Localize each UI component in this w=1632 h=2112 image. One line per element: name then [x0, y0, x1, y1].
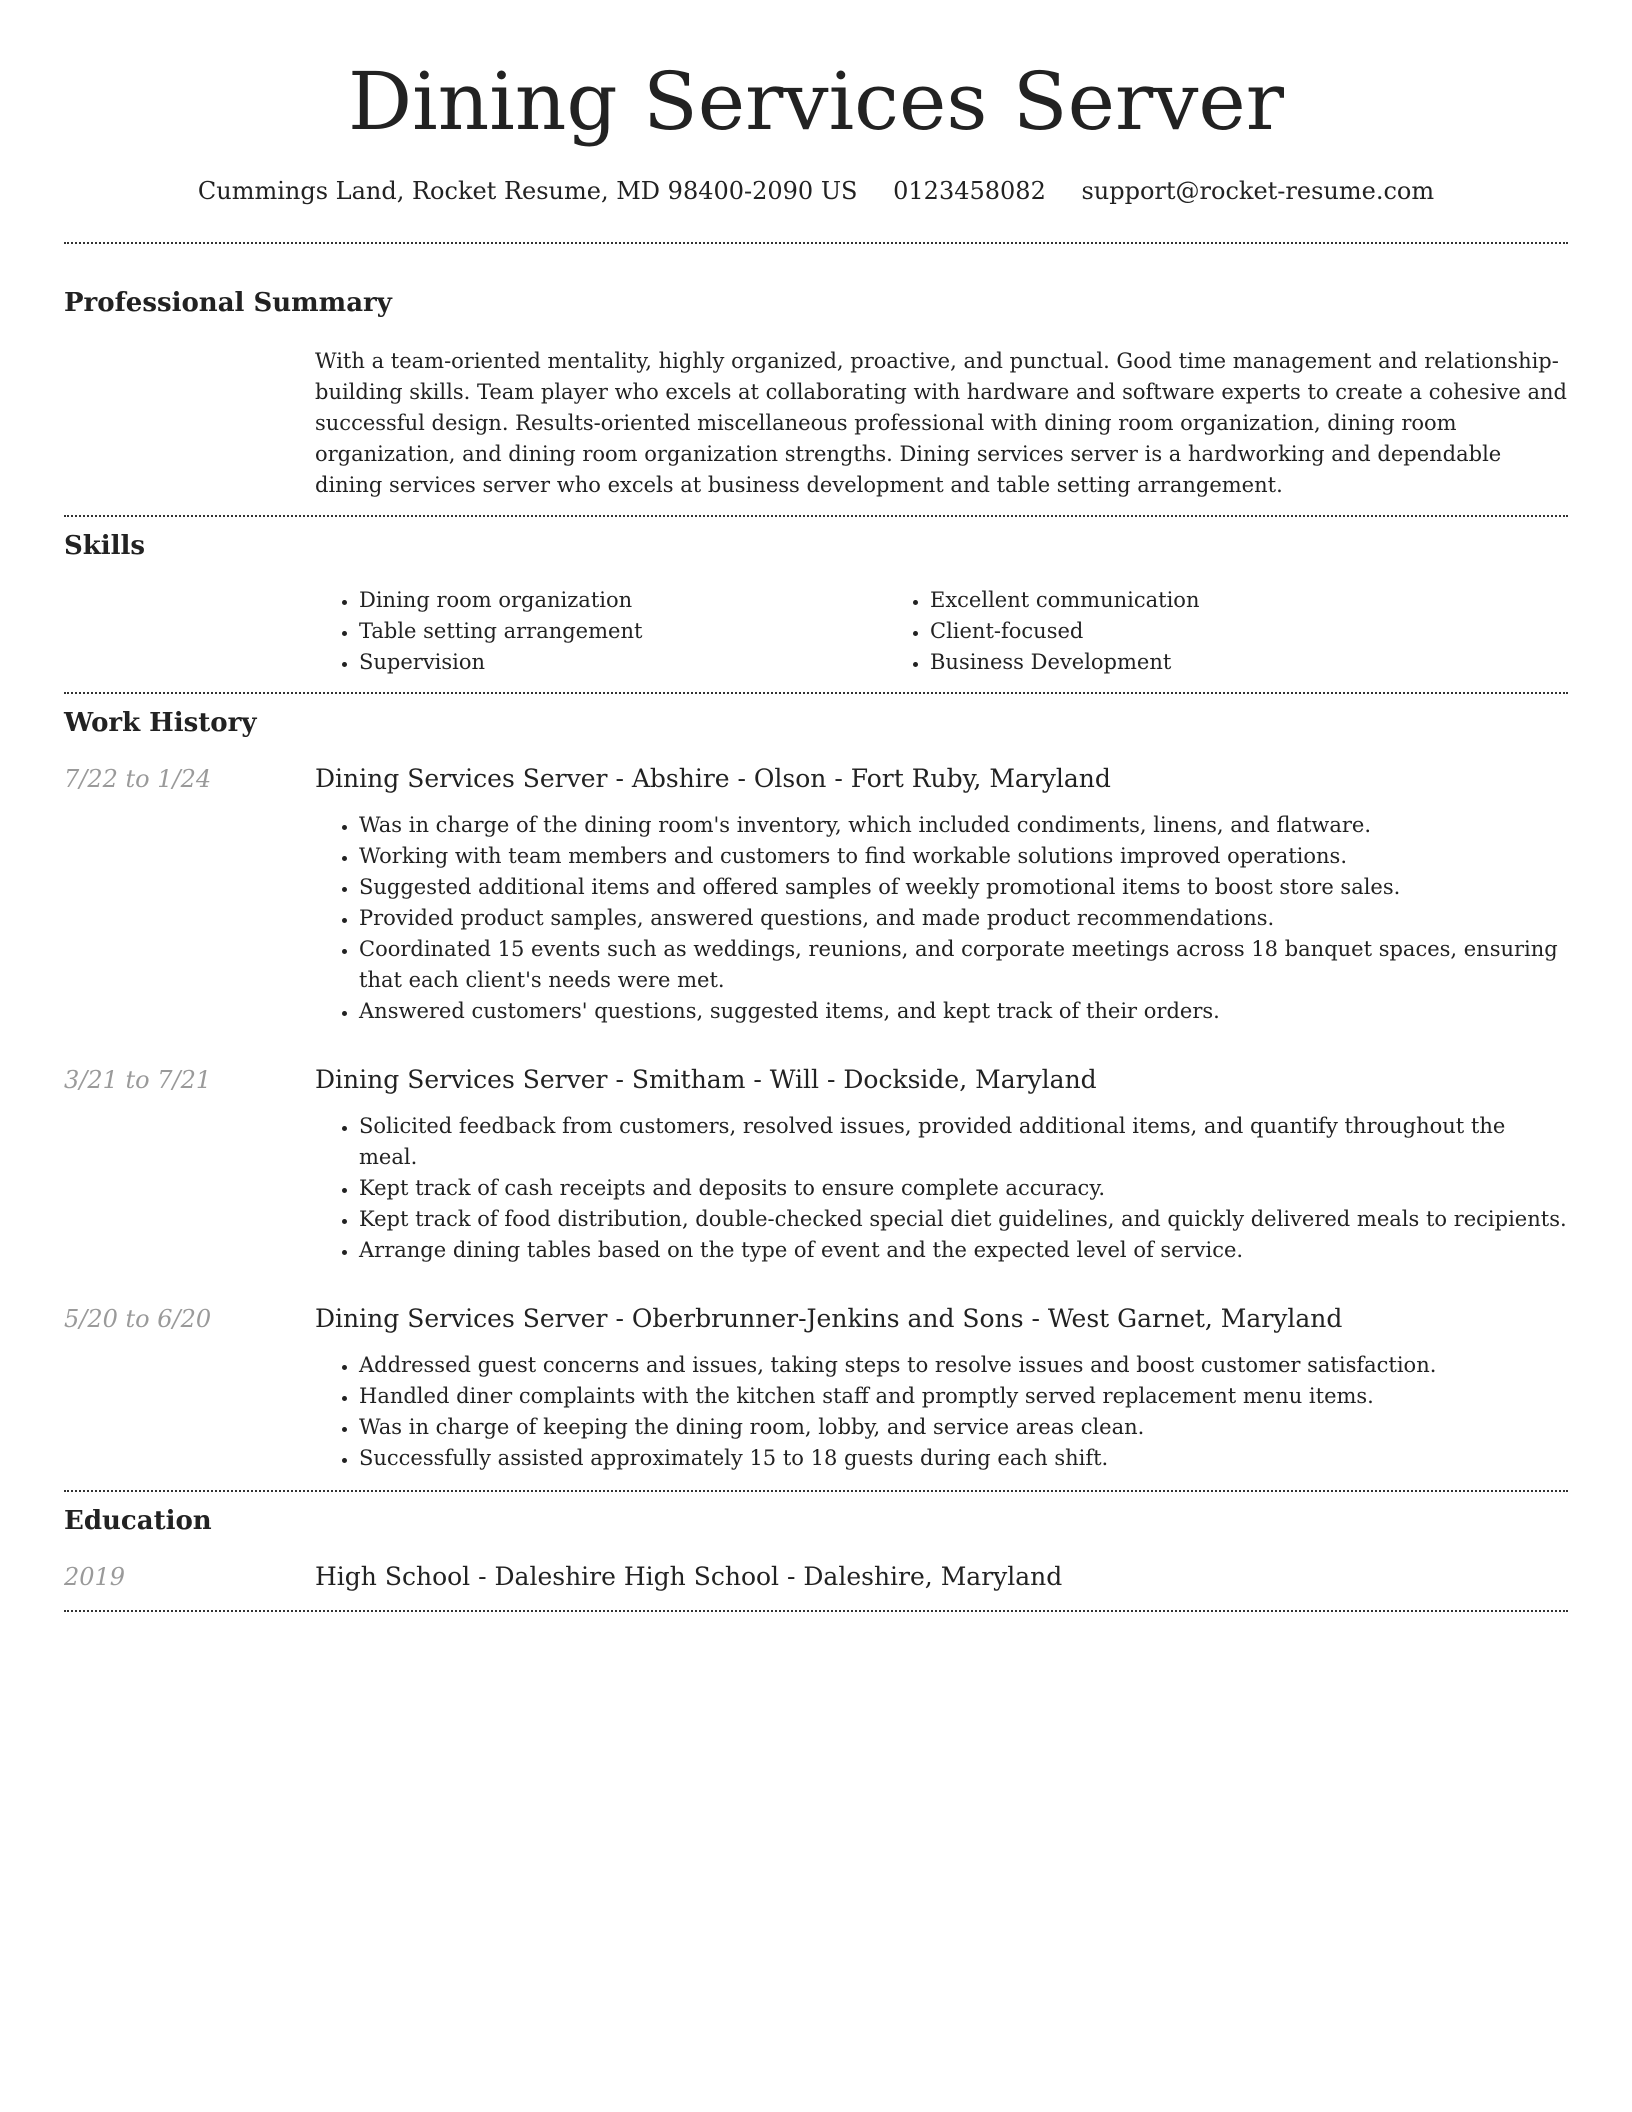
- job-heading: Dining Services Server - Oberbrunner-Jenkins and Sons - West Garnet, Maryland: [315, 1304, 1343, 1333]
- skill-item: • Table setting arrangement: [359, 616, 886, 647]
- duty-item: • Suggested additional items and offered samples of weekly promotional items to boost store sales.: [359, 872, 1568, 903]
- contact-phone: 0123458082: [893, 177, 1046, 205]
- duty-item: • Answered customers' questions, suggested items, and kept track of their orders.: [359, 996, 1568, 1027]
- section-divider: [64, 1610, 1568, 1612]
- contact-email[interactable]: support@rocket-resume.com: [1081, 177, 1435, 205]
- skill-item: • Excellent communication: [930, 585, 1457, 616]
- skill-item: • Client-focused: [930, 616, 1457, 647]
- duty-item: • Was in charge of the dining room's inventory, which included condiments, linens, and flatware.: [359, 810, 1568, 841]
- duty-item: • Arrange dining tables based on the type of event and the expected level of service.: [359, 1235, 1568, 1266]
- job-duties: [315, 810, 1568, 1027]
- duty-item: • Provided product samples, answered questions, and made product recommendations.: [359, 903, 1568, 934]
- duty-item: • Was in charge of keeping the dining room, lobby, and service areas clean.: [359, 1412, 1568, 1443]
- education-entry: [64, 1560, 1568, 1594]
- duty-item: • Handled diner complaints with the kitchen staff and promptly served replacement menu items.: [359, 1381, 1568, 1412]
- contact-address: Cummings Land, Rocket Resume, MD 98400-2090 US: [197, 177, 858, 205]
- skills-column-right: [886, 585, 1457, 678]
- education-date: 2019: [64, 1563, 126, 1591]
- job-body: [315, 762, 1568, 1027]
- section-divider: [64, 692, 1568, 694]
- candidate-name: Dining Services Server: [348, 55, 1284, 148]
- job-heading: Dining Services Server - Abshire - Olson - Fort Ruby, Maryland: [315, 764, 1111, 793]
- job-body: [315, 1302, 1568, 1474]
- job-entry: [64, 762, 1568, 1027]
- work-history-heading: Work History: [64, 708, 257, 738]
- duty-item: • Working with team members and customers to find workable solutions improved operations.: [359, 841, 1568, 872]
- resume-header: [64, 0, 1568, 208]
- job-duties: [315, 1111, 1568, 1266]
- education-heading-line: High School - Daleshire High School - Daleshire, Maryland: [315, 1562, 1063, 1591]
- summary-heading: Professional Summary: [64, 288, 392, 318]
- duty-item: • Kept track of cash receipts and deposits to ensure complete accuracy.: [359, 1173, 1568, 1204]
- job-heading: Dining Services Server - Smitham - Will - Dockside, Maryland: [315, 1065, 1097, 1094]
- job-entry: [64, 1063, 1568, 1266]
- skill-item: • Dining room organization: [359, 585, 886, 616]
- section-divider: [64, 1490, 1568, 1492]
- job-body: [315, 1063, 1568, 1266]
- education-heading: Education: [64, 1506, 212, 1536]
- job-date: 7/22 to 1/24: [64, 765, 212, 793]
- skills-heading: Skills: [64, 531, 146, 561]
- duty-item: • Successfully assisted approximately 15 to 18 guests during each shift.: [359, 1443, 1568, 1474]
- job-duties: [315, 1350, 1568, 1474]
- section-divider: [64, 242, 1568, 244]
- job-date: 5/20 to 6/20: [64, 1305, 212, 1333]
- skills-list: [315, 585, 1568, 678]
- duty-item: • Addressed guest concerns and issues, taking steps to resolve issues and boost customer satisfaction.: [359, 1350, 1568, 1381]
- job-date: 3/21 to 7/21: [64, 1066, 212, 1094]
- duty-item: • Solicited feedback from customers, resolved issues, provided additional items, and quantify throughout the meal.: [359, 1111, 1568, 1173]
- skill-item: • Supervision: [359, 647, 886, 678]
- job-entry: [64, 1302, 1568, 1474]
- duty-item: • Coordinated 15 events such as weddings, reunions, and corporate meetings across 18 banquet spaces, ensuring that each client's needs were met.: [359, 934, 1568, 996]
- duty-item: • Kept track of food distribution, double-checked special diet guidelines, and quickly delivered meals to recipients.: [359, 1204, 1568, 1235]
- summary-text: With a team-oriented mentality, highly organized, proactive, and punctual. Good time management and relationship-building skills. Team player who excels at collaborating with hardware and software experts to create a cohesive and successful design. Results-oriented miscellaneous professional with dining room organization, dining room organization, and dining room organization strengths. Dining services server is a hardworking and dependable dining services server who excels at business development and table setting arrangement.: [315, 349, 1568, 497]
- section-divider: [64, 515, 1568, 517]
- skill-item: • Business Development: [930, 647, 1457, 678]
- contact-line: [64, 174, 1568, 208]
- skills-column-left: [315, 585, 886, 678]
